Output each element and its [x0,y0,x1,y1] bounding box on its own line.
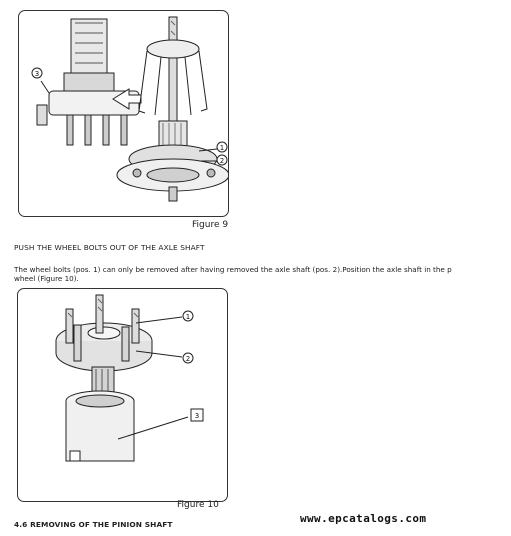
fig9-callout-2: 2 [219,157,225,165]
fig9-callout-3: 3 [34,70,40,78]
fig10-callout-3: 3 [194,412,200,420]
paragraph-line-1: The wheel bolts (pos. 1) can only be removed after having removed the axle shaft (pos. 2).Position the axle shaft in the p [14,265,452,274]
fig10-callout-2: 2 [185,355,191,363]
fig9-callout-1: 1 [219,144,225,152]
fig10-callout-1: 1 [185,313,191,321]
figure-9-caption: Figure 9 [192,220,229,230]
section-paragraph [14,265,452,283]
paragraph-line-2: wheel (Figure 10). [14,274,79,283]
figure-9-illustration [19,11,228,216]
next-section-heading: 4.6 REMOVING OF THE PINION SHAFT [14,520,173,529]
watermark-text: www.epcatalogs.com [300,512,427,525]
figure-10-caption: Figure 10 [177,500,219,510]
figure-10-frame [17,288,228,502]
section-heading: PUSH THE WHEEL BOLTS OUT OF THE AXLE SHAFT [14,243,205,252]
figure-9-frame [18,10,229,217]
figure-10-illustration [18,289,227,501]
